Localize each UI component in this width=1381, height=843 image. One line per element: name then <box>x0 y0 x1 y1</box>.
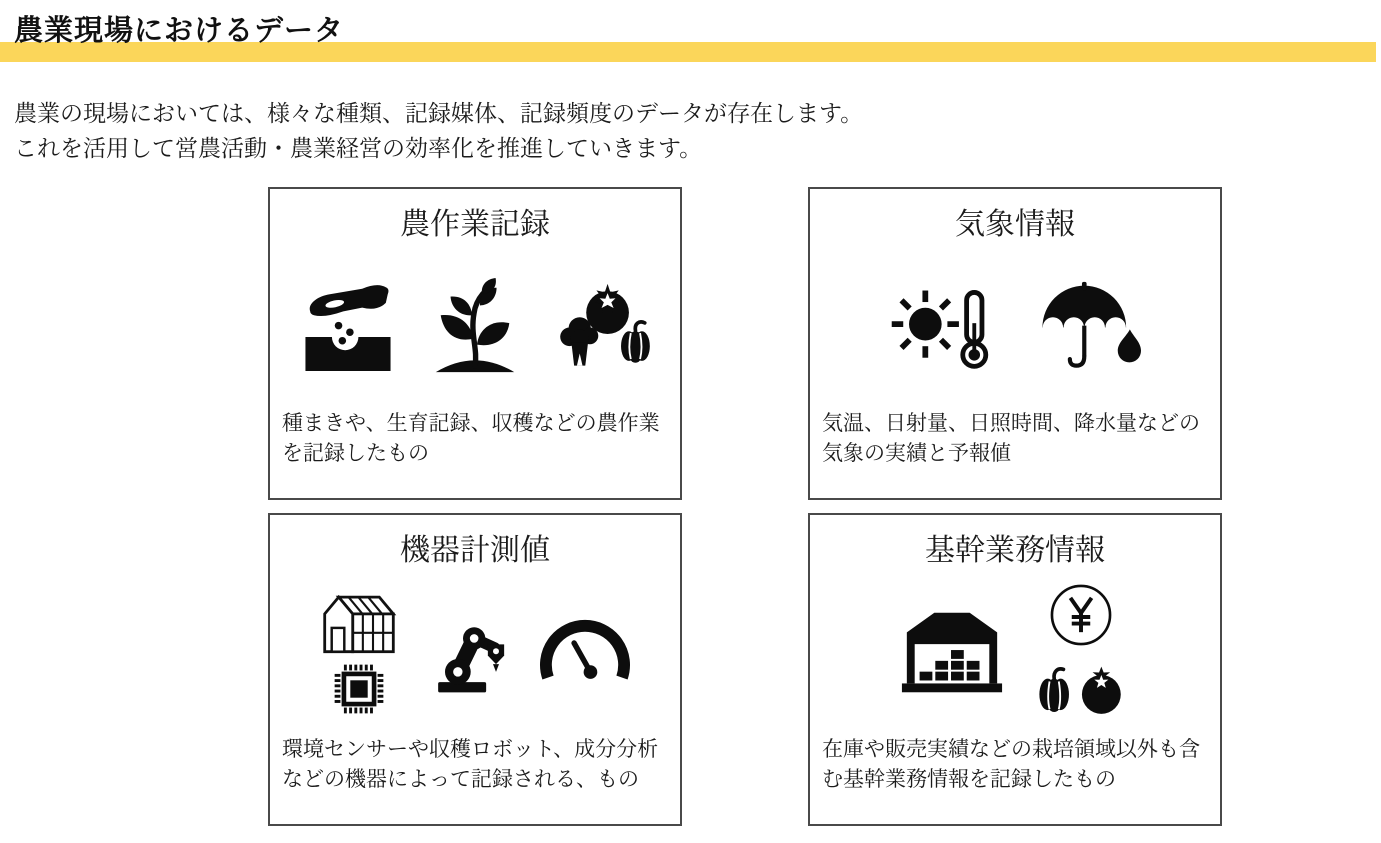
yen-coin-icon <box>1048 582 1114 648</box>
card-title: 基幹業務情報 <box>925 534 1105 567</box>
hand-sowing-seeds-icon <box>296 280 400 375</box>
intro-line-2: これを活用して営農活動・農業経営の効率化を推進していきます。 <box>14 135 703 161</box>
card-icons <box>810 257 1220 397</box>
card-icons <box>270 583 680 723</box>
harvest-vegetables-icon <box>550 281 654 374</box>
card-icons <box>810 583 1220 723</box>
card-title: 気象情報 <box>955 208 1075 241</box>
pepper-tomato-icon <box>1029 650 1133 724</box>
card-description: 気温、日射量、日照時間、降水量などの気象の実績と予報値 <box>822 412 1200 465</box>
umbrella-raindrop-icon <box>1031 281 1145 374</box>
card-core-business-information <box>808 513 1222 826</box>
card-icons <box>270 257 680 397</box>
card-description: 在庫や販売実績などの栽培領域以外も含む基幹業務情報を記録したもの <box>822 738 1200 791</box>
card-weather-information <box>808 187 1222 500</box>
robot-arm-icon <box>421 610 517 696</box>
greenhouse-icon <box>315 588 403 658</box>
gauge-icon <box>535 612 635 694</box>
page-title: 農業現場におけるデータ <box>14 15 345 47</box>
card-title: 農作業記録 <box>400 208 550 241</box>
cpu-chip-icon <box>330 660 388 718</box>
intro-text <box>14 96 863 166</box>
sun-thermometer-icon <box>885 279 1005 375</box>
card-description: 種まきや、生育記録、収穫などの農作業を記録したもの <box>282 412 660 465</box>
card-equipment-measurements <box>268 513 682 826</box>
intro-line-1: 農業の現場においては、様々な種類、記録媒体、記録頻度のデータが存在します。 <box>14 100 864 126</box>
seedling-icon <box>426 278 524 376</box>
card-title: 機器計測値 <box>400 534 550 567</box>
card-description: 環境センサーや収穫ロボット、成分分析などの機器によって記録される、もの <box>282 738 659 791</box>
warehouse-inventory-icon <box>897 599 1007 707</box>
card-farm-work-records <box>268 187 682 500</box>
